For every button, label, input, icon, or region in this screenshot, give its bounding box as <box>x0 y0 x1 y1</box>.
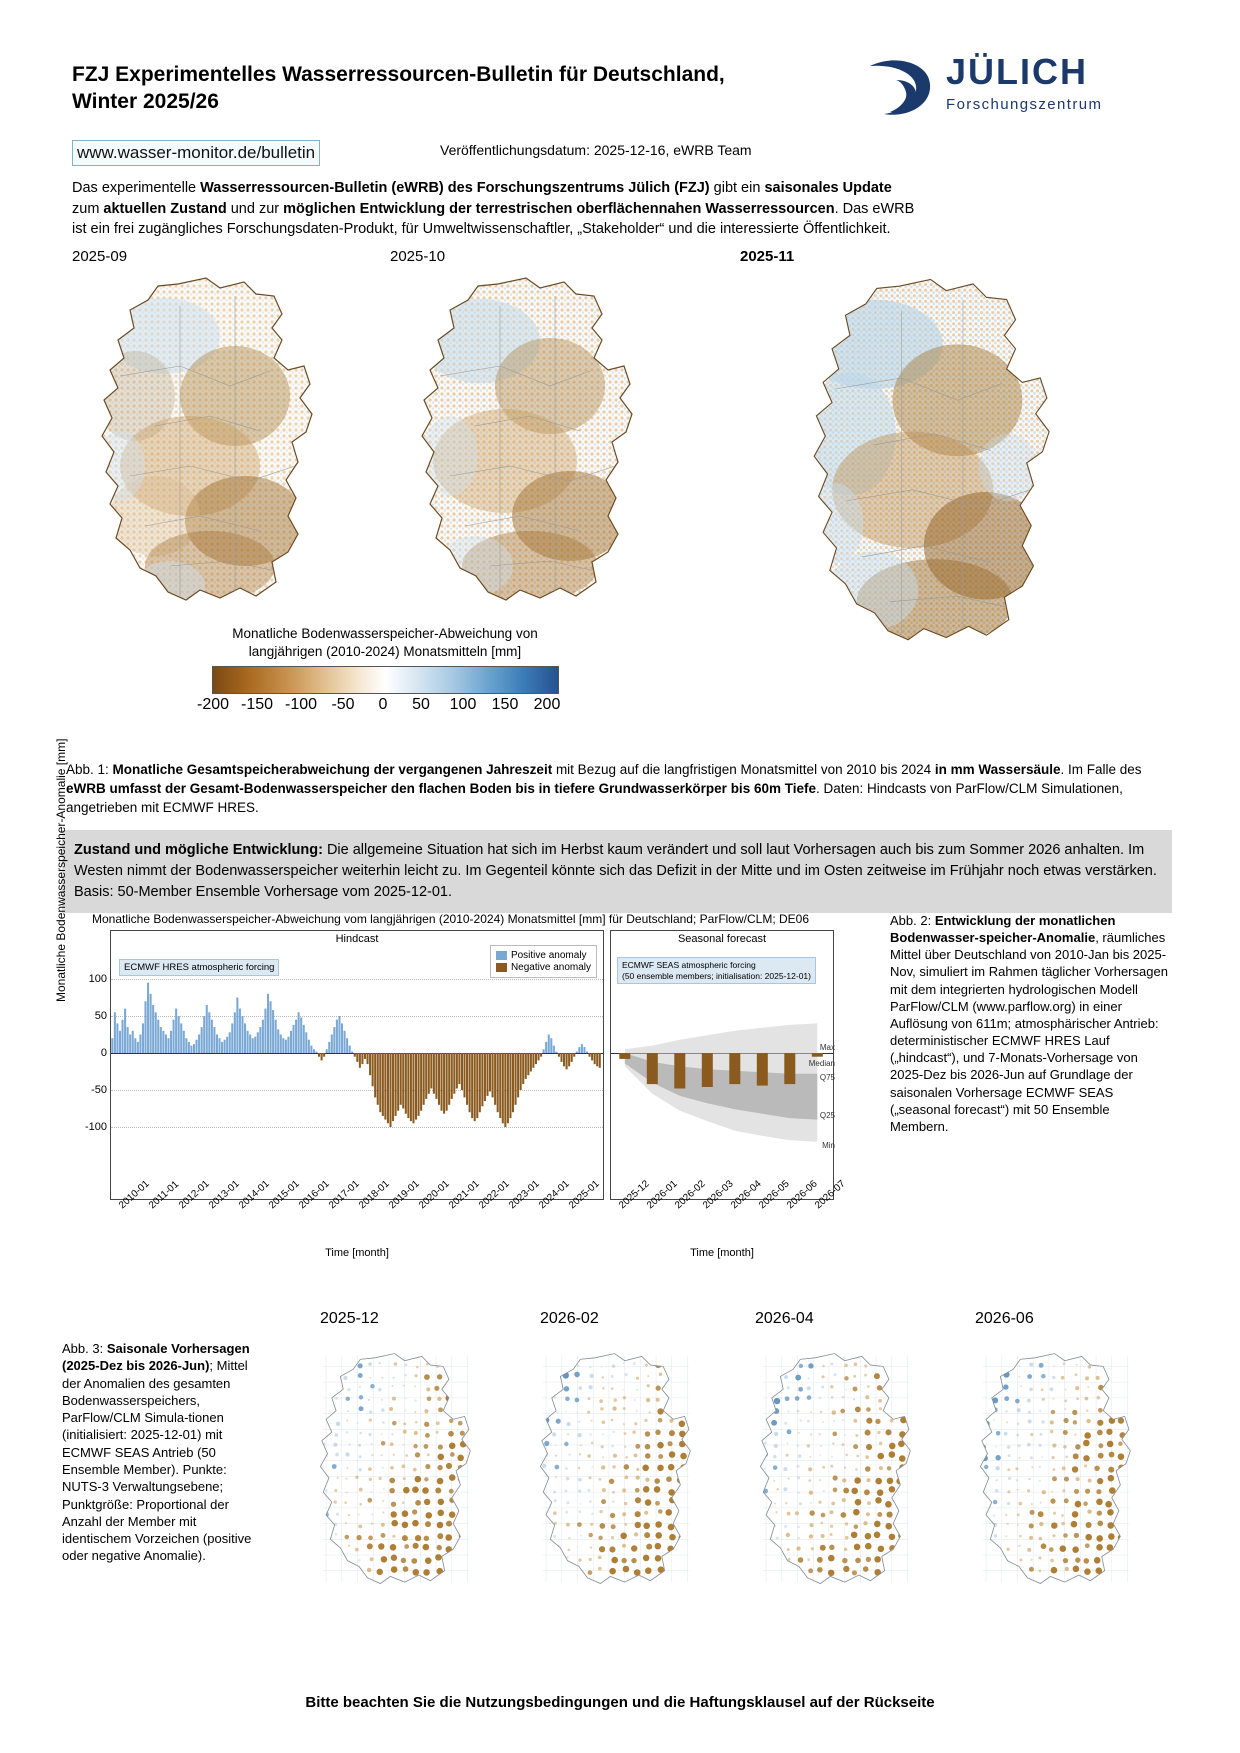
intro-t1: Das experimentelle <box>72 180 201 196</box>
bottom-map-label-2026-06: 2026-06 <box>975 1310 1034 1327</box>
bulletin-url-link[interactable]: www.wasser-monitor.de/bulletin <box>72 140 320 166</box>
intro-b4: möglichen Entwicklung der terrestrischen oberflächennahen Wasserressourcen <box>283 200 835 217</box>
cb-tick-0: -200 <box>196 696 230 714</box>
fig2-text: , räumliches Mittel über Deutschland von 2010-Jan bis 2025-Nov, simuliert im Rahmen täglicher Vorhersagen mit dem integrierten hydrologischen Modell ParFlow/CLM (www.parflow.org) in einer Auflösung von 611m; atmosphärischer Antrieb: deterministischer ECMWF HRES Lauf („hindcast“), und 7-Monats-Vorhersage von 2025-Dez bis 2026-Jun auf Grundlage der saisonalen Vorhersage ECMWF SEAS („seasonal forecast“) mit 50 Ensemble Membern. <box>890 930 1168 1134</box>
footer-notice: Bitte beachten Sie die Nutzungsbedingungen und die Haftungsklausel auf der Rückseite <box>305 1694 935 1711</box>
colorbar-gradient <box>212 666 559 694</box>
forecast-map-2026-04 <box>730 1345 945 1650</box>
fig2-bold: Entwicklung der monatlichen Bodenwasser-speicher-Anomalie <box>890 913 1116 946</box>
bottom-map-label-2025-12: 2025-12 <box>320 1310 379 1327</box>
figure-2-caption <box>890 912 1170 1135</box>
legend-label-negative: Negative anomaly <box>510 962 591 973</box>
xtick-2025-01: 2025-01 <box>567 1178 602 1212</box>
xtick-2015-01: 2015-01 <box>267 1178 302 1212</box>
map-label-2025-11: 2025-11 <box>740 248 795 265</box>
intro-t5: . Das eWRB <box>834 200 915 217</box>
intro-t2: gibt ein <box>709 180 765 196</box>
bottom-map-label-2026-04: 2026-04 <box>755 1310 814 1327</box>
colorbar-tick-labels <box>196 696 565 718</box>
forecast-x-ticks <box>611 1178 848 1259</box>
xtick-2023-01: 2023-01 <box>507 1178 542 1212</box>
cap1-prefix: Abb. 1: <box>66 762 113 777</box>
ytick-0: 0 <box>100 1047 107 1059</box>
colorbar-title-line2: langjährigen (2010-2024) Monatsmitteln [mm] <box>248 643 522 659</box>
colorbar-legend <box>196 625 565 718</box>
cap1-t3: . Daten: Hindcasts von ParFlow/CLM Simulationen, angetrieben mit ECMWF HRES. <box>66 781 1123 816</box>
band-label-q25: Q25 <box>819 1111 835 1120</box>
panel-hindcast-heading: Hindcast <box>335 933 379 945</box>
xtick-2016-01: 2016-01 <box>297 1178 332 1212</box>
xtick-2013-01: 2013-01 <box>207 1178 242 1212</box>
fxtick-2025-12: 2025-12 <box>617 1178 652 1212</box>
page-header <box>72 51 1172 116</box>
forecast-forcing-line1: ECMWF SEAS atmospheric forcing <box>622 960 756 970</box>
forecast-map-2025-12 <box>290 1345 505 1650</box>
band-label-q75: Q75 <box>819 1073 835 1082</box>
juelich-logo <box>854 52 1154 132</box>
fig3-bold: Saisonale Vorhersagen (2025-Dez bis 2026-Jun) <box>62 1341 250 1374</box>
intro-t3: zum <box>72 200 104 217</box>
intro-b2: saisonales Update <box>764 180 892 196</box>
xtick-2017-01: 2017-01 <box>327 1178 362 1212</box>
chart-panel-forecast <box>610 930 848 1259</box>
xtick-2012-01: 2012-01 <box>177 1178 212 1212</box>
xtick-2020-01: 2020-01 <box>417 1178 452 1212</box>
bottom-map-label-2026-02: 2026-02 <box>540 1310 599 1327</box>
hindcast-x-ticks <box>111 1178 603 1259</box>
publication-date: Veröffentlichungsdatum: 2025-12-16, eWRB Team <box>440 142 752 158</box>
xtick-2022-01: 2022-01 <box>477 1178 512 1212</box>
intro-b1: Wasserressourcen-Bulletin (eWRB) des Forschungszentrums Jülich (FZJ) <box>200 180 710 196</box>
chart-y-axis-label: Monatliche Bodenwasserspeicher-Anomalie [mm] <box>54 738 68 1002</box>
cb-tick-5: 50 <box>412 696 430 714</box>
status-heading: Zustand und mögliche Entwicklung: <box>74 842 323 858</box>
map-anomaly-2025-11 <box>700 266 1170 736</box>
forecast-map-2026-06 <box>950 1345 1165 1650</box>
xtick-2018-01: 2018-01 <box>357 1178 392 1212</box>
intro-t6: ist ein frei zugängliches Forschungsdaten-Produkt, für Umweltwissenschaftler, „Stakeholder“ und die interessierte Öffentlichkeit. <box>72 221 891 238</box>
cap1-t1: mit Bezug auf die langfristigen Monatsmittel von 2010 bis 2024 <box>552 762 935 777</box>
chart-title: Monatliche Bodenwasserspeicher-Abweichung vom langjährigen (2010-2024) Monatsmittel [mm] für Deutschland; ParFlow/CLM; DE06 <box>92 912 810 926</box>
forecast-maps-row <box>290 1310 1180 1675</box>
cb-tick-6: 100 <box>449 696 477 714</box>
map-label-2025-10: 2025-10 <box>390 248 446 265</box>
cb-tick-8: 200 <box>533 696 561 714</box>
xtick-2010-01: 2010-01 <box>117 1178 152 1212</box>
xtick-2021-01: 2021-01 <box>447 1178 482 1212</box>
hindcast-forcing-annotation: ECMWF HRES atmospheric forcing <box>119 959 279 976</box>
fxtick-2026-02: 2026-02 <box>673 1178 708 1212</box>
fxtick-2026-01: 2026-01 <box>645 1178 680 1212</box>
status-box <box>62 830 1172 913</box>
xtick-2024-01: 2024-01 <box>537 1178 572 1212</box>
logo-wordmark: JÜLICH <box>946 51 1089 92</box>
band-label-max: Max <box>819 1043 835 1052</box>
ytick-neg50: -50 <box>91 1084 107 1096</box>
hindcast-bars <box>111 931 601 1197</box>
fxtick-2026-05: 2026-05 <box>757 1178 792 1212</box>
band-label-min: Min <box>822 1141 835 1150</box>
chart-x-axis-label-b: Time [month] <box>690 1247 754 1259</box>
panel-forecast-heading: Seasonal forecast <box>677 933 767 945</box>
page-title: FZJ Experimentelles Wasserressourcen-Bulletin für Deutschland, Winter 2025/26 <box>72 63 725 113</box>
figure-1-caption <box>66 760 1171 817</box>
cb-tick-1: -150 <box>240 696 274 714</box>
colorbar-title-line1: Monatliche Bodenwasserspeicher-Abweichung von <box>232 626 538 641</box>
chart-x-axis-label-a: Time [month] <box>325 1247 389 1259</box>
status-text: Die allgemeine Situation hat sich im Herbst kaum verändert und soll laut Vorhersagen auch bis zum Sommer 2026 anhalten. Im Westen nimmt der Bodenwasserspeicher weiterhin leicht zu. Im Gegenteil könnte sich das Defizit in der Mitte und im Osten zeitweise im Frühjahr noch etwas verstärken. Basis: 50-Member Ensemble Vorhersage vom 2025-12-01. <box>74 842 1157 901</box>
ytick-100: 100 <box>88 973 107 985</box>
cap1-b1: Monatliche Gesamtspeicherabweichung der vergangenen Jahreszeit <box>112 762 553 777</box>
cap1-t2: . Im Falle des <box>1060 762 1142 777</box>
cb-tick-4: 0 <box>378 696 388 714</box>
cb-tick-7: 150 <box>491 696 519 714</box>
legend-label-positive: Positive anomaly <box>510 950 587 961</box>
map-anomaly-2025-09 <box>60 266 360 686</box>
cap1-b3: eWRB umfasst der Gesamt-Bodenwasserspeicher den flachen Boden bis in tiefere Grundwasserkörper bis 60m Tiefe <box>66 781 816 797</box>
ytick-neg100: -100 <box>84 1121 107 1133</box>
forecast-forcing-line2: (50 ensemble members; initialisation: 2025-12-01) <box>622 970 811 981</box>
band-label-median: Median <box>808 1059 835 1068</box>
figure-3-caption <box>62 1340 262 1565</box>
map-label-2025-09: 2025-09 <box>72 248 128 265</box>
fxtick-2026-04: 2026-04 <box>729 1178 764 1212</box>
ytick-50: 50 <box>94 1010 107 1022</box>
fxtick-2026-06: 2026-06 <box>785 1178 820 1212</box>
fig3-prefix: Abb. 3: <box>62 1341 107 1356</box>
xtick-2011-01: 2011-01 <box>147 1178 182 1212</box>
cap1-b2: in mm Wassersäule <box>934 762 1061 777</box>
cb-tick-3: -50 <box>331 696 355 714</box>
intro-b3: aktuellen Zustand <box>103 200 227 217</box>
chart-panel-hindcast <box>84 930 604 1259</box>
forecast-bars <box>611 931 831 1197</box>
juelich-swoosh-icon <box>866 58 934 120</box>
fig2-prefix: Abb. 2: <box>890 913 935 928</box>
logo-subtitle: Forschungszentrum <box>946 96 1103 113</box>
cb-tick-2: -100 <box>284 696 318 714</box>
xtick-2014-01: 2014-01 <box>237 1178 272 1212</box>
fxtick-2026-03: 2026-03 <box>701 1178 736 1212</box>
forecast-map-2026-02 <box>510 1345 725 1650</box>
map-anomaly-2025-10 <box>380 266 680 686</box>
xtick-2019-01: 2019-01 <box>387 1178 422 1212</box>
intro-paragraph <box>72 178 1167 240</box>
fxtick-2026-07: 2026-07 <box>813 1178 848 1212</box>
fig3-text: ; Mittel der Anomalien des gesamten Bodenwasserspeichers, ParFlow/CLM Simula-tionen (initialisiert: 2025-12-01) mit ECMWF SEAS Antrieb (50 Ensemble Member). Punkte: NUTS-3 Verwaltungsebene; Punktgröße: Proportional der Anzahl der Member mit identischem Vorzeichen (positive oder negative Anomalie). <box>62 1358 252 1564</box>
intro-t4: und zur <box>226 200 284 217</box>
